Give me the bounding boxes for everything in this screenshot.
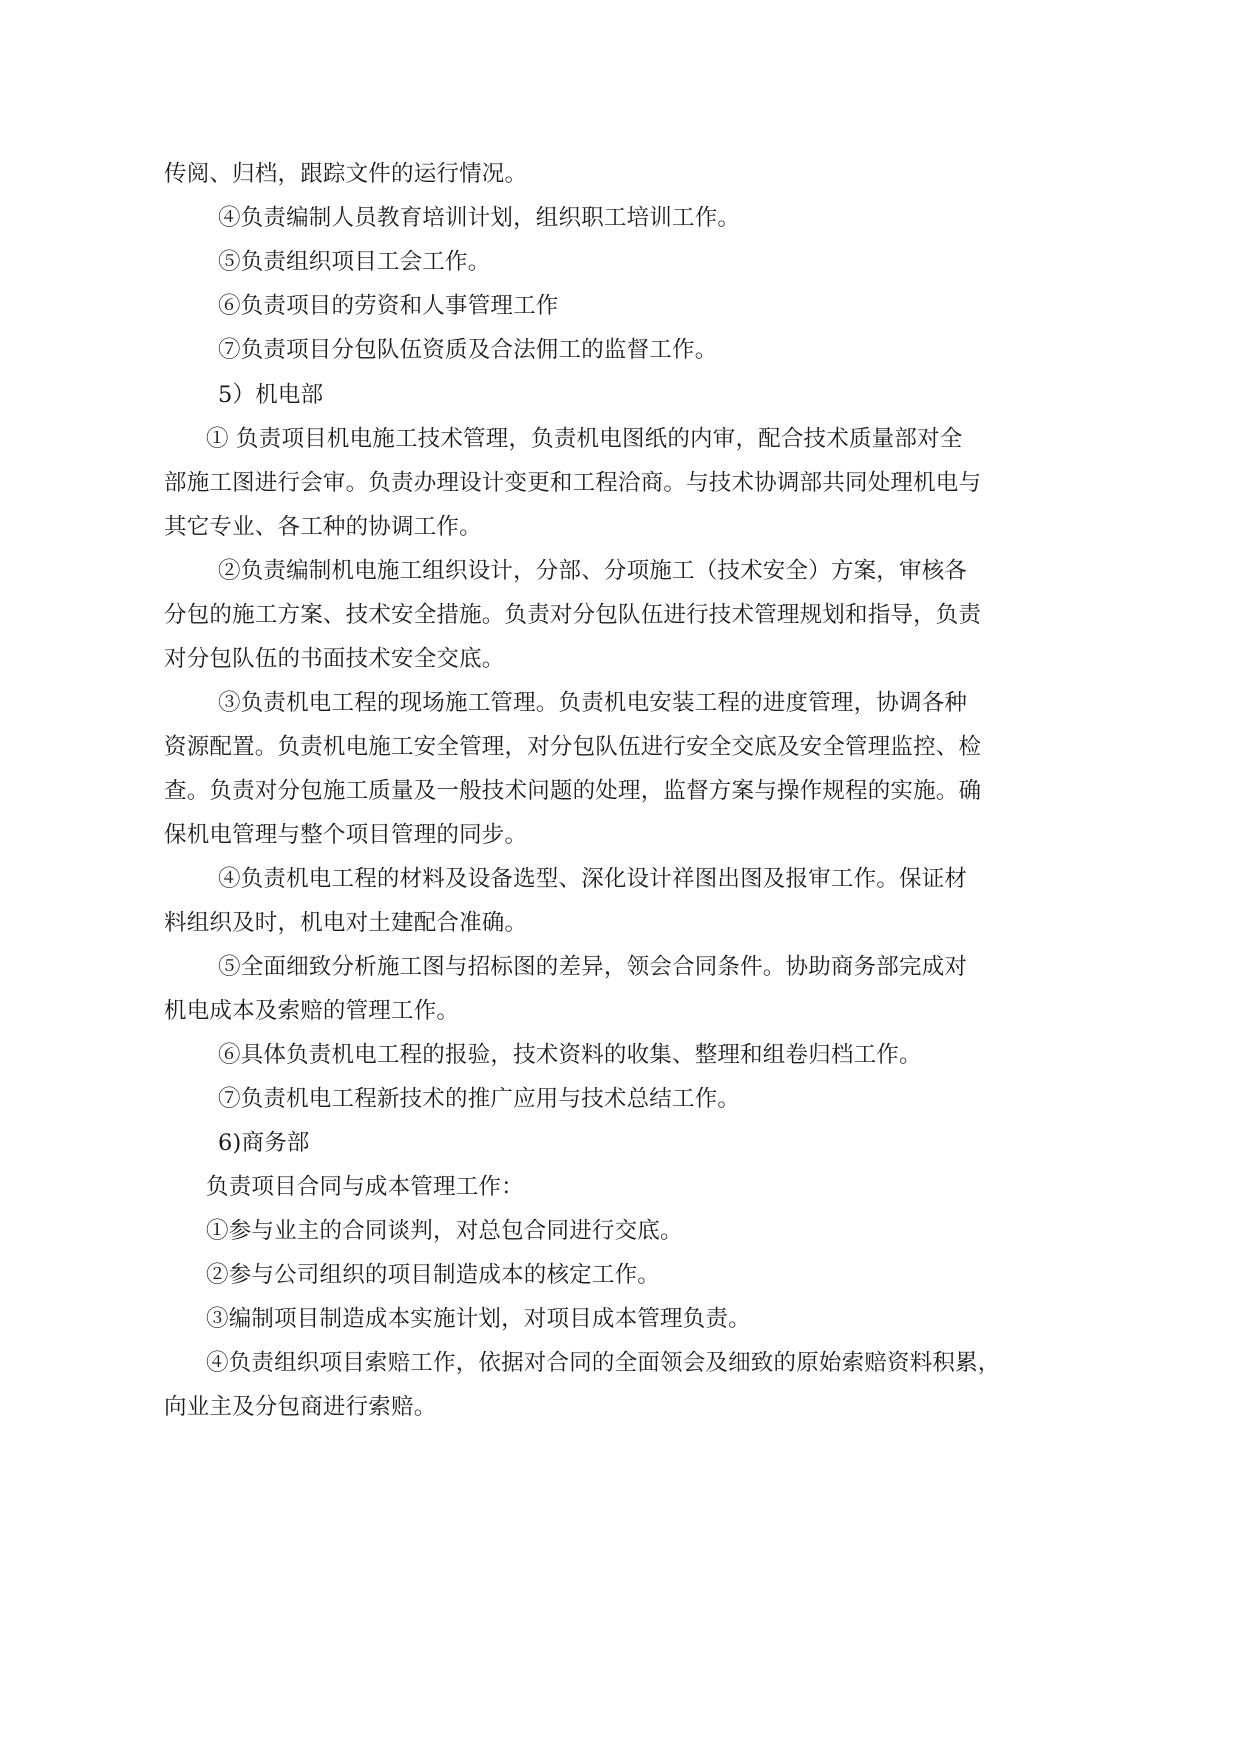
text-line-22: ⑦负责机电工程新技术的推广应用与技术总结工作。 — [218, 1086, 741, 1112]
text-line-7: ① 负责项目机电施工技术管理，负责机电图纸的内审，配合技术质量部对全 — [206, 426, 963, 452]
text-line-17: ④负责机电工程的材料及设备选型、深化设计祥图出图及报审工作。保证材 — [218, 866, 968, 892]
text-line-3: ⑤负责组织项目工会工作。 — [218, 249, 491, 275]
text-line-14: 资源配置。负责机电施工安全管理，对分包队伍进行安全交底及安全管理监控、检 — [164, 734, 982, 760]
text-line-2: ④负责编制人员教育培训计划，组织职工培训工作。 — [218, 205, 741, 231]
text-line-28: ④负责组织项目索赔工作，依据对合同的全面领会及细致的原始索赔资料积累， — [206, 1350, 1001, 1376]
text-line-1: 传阅、归档，跟踪文件的运行情况。 — [164, 161, 528, 187]
text-line-24: 负责项目合同与成本管理工作： — [206, 1174, 524, 1200]
text-line-10: ②负责编制机电施工组织设计，分部、分项施工（技术安全）方案，审核各 — [218, 558, 968, 584]
text-line-21: ⑥具体负责机电工程的报验，技术资料的收集、整理和组卷归档工作。 — [218, 1042, 922, 1068]
text-line-18: 料组织及时，机电对土建配合准确。 — [164, 910, 528, 936]
text-line-4: ⑥负责项目的劳资和人事管理工作 — [218, 293, 559, 319]
section-heading-mech-elec: 5）机电部 — [218, 382, 324, 408]
text-line-27: ③编制项目制造成本实施计划，对项目成本管理负责。 — [206, 1306, 751, 1332]
text-line-11: 分包的施工方案、技术安全措施。负责对分包队伍进行技术管理规划和指导，负责 — [164, 602, 982, 628]
text-line-26: ②参与公司组织的项目制造成本的核定工作。 — [206, 1262, 661, 1288]
text-line-12: 对分包队伍的书面技术安全交底。 — [164, 646, 505, 672]
text-line-5: ⑦负责项目分包队伍资质及合法佣工的监督工作。 — [218, 337, 718, 363]
text-line-8: 部施工图进行会审。负责办理设计变更和工程洽商。与技术协调部共同处理机电与 — [164, 470, 982, 496]
text-line-15: 查。负责对分包施工质量及一般技术问题的处理，监督方案与操作规程的实施。确 — [164, 778, 982, 804]
text-line-25: ①参与业主的合同谈判，对总包合同进行交底。 — [206, 1218, 683, 1244]
text-line-16: 保机电管理与整个项目管理的同步。 — [164, 822, 528, 848]
text-line-19: ⑤全面细致分析施工图与招标图的差异，领会合同条件。协助商务部完成对 — [218, 954, 968, 980]
text-line-9: 其它专业、各工种的协调工作。 — [164, 514, 482, 540]
text-line-29: 向业主及分包商进行索赔。 — [164, 1394, 437, 1420]
text-line-13: ③负责机电工程的现场施工管理。负责机电安装工程的进度管理，协调各种 — [218, 690, 968, 716]
section-heading-commerce: 6)商务部 — [218, 1130, 310, 1156]
text-line-20: 机电成本及索赔的管理工作。 — [164, 998, 460, 1024]
